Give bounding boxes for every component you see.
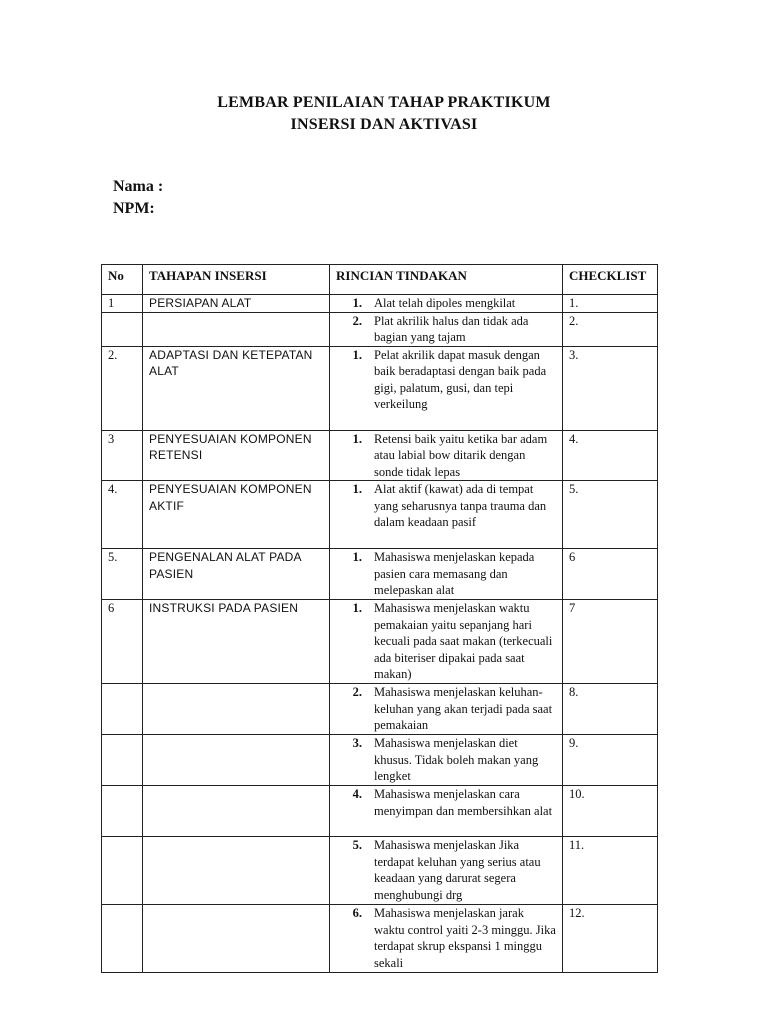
rincian-item-number: 1. [352,601,362,615]
header-tahapan: TAHAPAN INSERSI [143,265,330,295]
rincian-item-text: Plat akrilik halus dan tidak ada bagian yang tajam [374,313,529,344]
rincian-item-text: Alat telah dipoles mengkilat [374,296,516,310]
document-title-line1: LEMBAR PENILAIAN TAHAP PRAKTIKUM [217,94,551,111]
row-tahapan [143,312,330,346]
row-tahapan: PENGENALAN ALAT PADA PASIEN [143,549,330,600]
assessment-table [101,264,658,973]
rincian-item-text: Mahasiswa menjelaskan keluhan-keluhan yang akan terjadi pada saat pemakaian [374,685,553,732]
row-number: 5. [102,549,143,600]
rincian-item-text: Mahasiswa menjelaskan jarak waktu control yaiti 2-3 minggu. Jika terdapat skrup ekspansi 1 minggu sekali [374,906,556,970]
table-row [102,481,658,549]
row-rincian [330,600,563,684]
row-rincian [330,481,563,549]
row-tahapan [143,786,330,837]
header-checklist: CHECKLIST [563,265,658,295]
table-row [102,600,658,684]
row-tahapan: INSTRUKSI PADA PASIEN [143,600,330,684]
row-number: 3 [102,430,143,481]
rincian-item-number: 6. [352,906,362,920]
table-row [102,295,658,313]
rincian-item-text: Mahasiswa menjelaskan diet khusus. Tidak boleh makan yang lengket [374,736,539,783]
row-checklist: 12. [563,905,658,973]
row-rincian [330,549,563,600]
document-title-line2: INSERSI DAN AKTIVASI [290,116,478,133]
table-row [102,684,658,735]
row-tahapan [143,684,330,735]
row-number: 4. [102,481,143,549]
row-rincian [330,346,563,430]
rincian-item-number: 2. [352,313,362,328]
nama-label: Nama : [113,178,164,195]
row-rincian [330,837,563,905]
rincian-item-number: 1. [352,431,362,446]
rincian-item-text: Pelat akrilik dapat masuk dengan baik beradaptasi dengan baik pada gigi, palatum, gusi, dan tepi verkeilung [374,347,547,411]
table-row [102,837,658,905]
table-row [102,549,658,600]
row-number: 1 [102,295,143,313]
rincian-item-text: Alat aktif (kawat) ada di tempat yang seharusnya tanpa trauma dan dalam keadaan pasif [374,482,547,529]
table-row [102,346,658,430]
row-checklist: 9. [563,735,658,786]
row-rincian [330,295,563,313]
row-checklist: 10. [563,786,658,837]
rincian-item-number: 4. [352,787,362,801]
row-checklist: 8. [563,684,658,735]
row-rincian [330,905,563,973]
table-row [102,735,658,786]
rincian-item-text: Mahasiswa menjelaskan cara menyimpan dan membersihkan alat [374,787,553,818]
row-number [102,905,143,973]
rincian-item-text: Mahasiswa menjelaskan kepada pasien cara memasang dan melepaskan alat [374,550,535,597]
row-checklist: 2. [563,312,658,346]
row-rincian [330,735,563,786]
row-rincian [330,430,563,481]
rincian-item-number: 1. [352,347,362,362]
row-tahapan: PERSIAPAN ALAT [143,295,330,313]
rincian-item-number: 1. [352,482,362,496]
header-no: No [102,265,143,295]
table-row [102,312,658,346]
rincian-item-number: 5. [352,838,362,852]
table-row [102,786,658,837]
rincian-item-number: 3. [352,736,362,750]
rincian-item-number: 1. [352,550,362,564]
row-tahapan: PENYESUAIAN KOMPONEN RETENSI [143,430,330,481]
row-tahapan: ADAPTASI DAN KETEPATAN ALAT [143,346,330,430]
row-rincian [330,312,563,346]
row-checklist: 3. [563,346,658,430]
row-rincian [330,684,563,735]
table-header-row [102,265,658,295]
row-number [102,735,143,786]
row-tahapan: PENYESUAIAN KOMPONEN AKTIF [143,481,330,549]
row-number: 2. [102,346,143,430]
row-number: 6 [102,600,143,684]
header-rincian: RINCIAN TINDAKAN [330,265,563,295]
row-checklist: 7 [563,600,658,684]
rincian-item-number: 1. [352,296,362,310]
rincian-item-text: Mahasiswa menjelaskan waktu pemakaian yaitu sepanjang hari kecuali pada saat makan (terkecuali ada biteriser dipakai pada saat makan) [374,601,553,681]
rincian-item-text: Mahasiswa menjelaskan Jika terdapat keluhan yang serius atau keadaan yang darurat segera menghubungi drg [374,838,541,902]
npm-label: NPM: [113,200,155,217]
row-number [102,312,143,346]
row-checklist: 11. [563,837,658,905]
row-checklist: 6 [563,549,658,600]
table-row [102,430,658,481]
row-checklist: 4. [563,430,658,481]
row-rincian [330,786,563,837]
row-tahapan [143,905,330,973]
row-tahapan [143,735,330,786]
row-checklist: 5. [563,481,658,549]
rincian-item-text: Retensi baik yaitu ketika bar adam atau labial bow ditarik dengan sonde tidak lepas [374,431,548,479]
table-row [102,905,658,973]
row-tahapan [143,837,330,905]
row-number [102,837,143,905]
row-checklist: 1. [563,295,658,313]
rincian-item-number: 2. [352,685,362,699]
row-number [102,786,143,837]
row-number [102,684,143,735]
